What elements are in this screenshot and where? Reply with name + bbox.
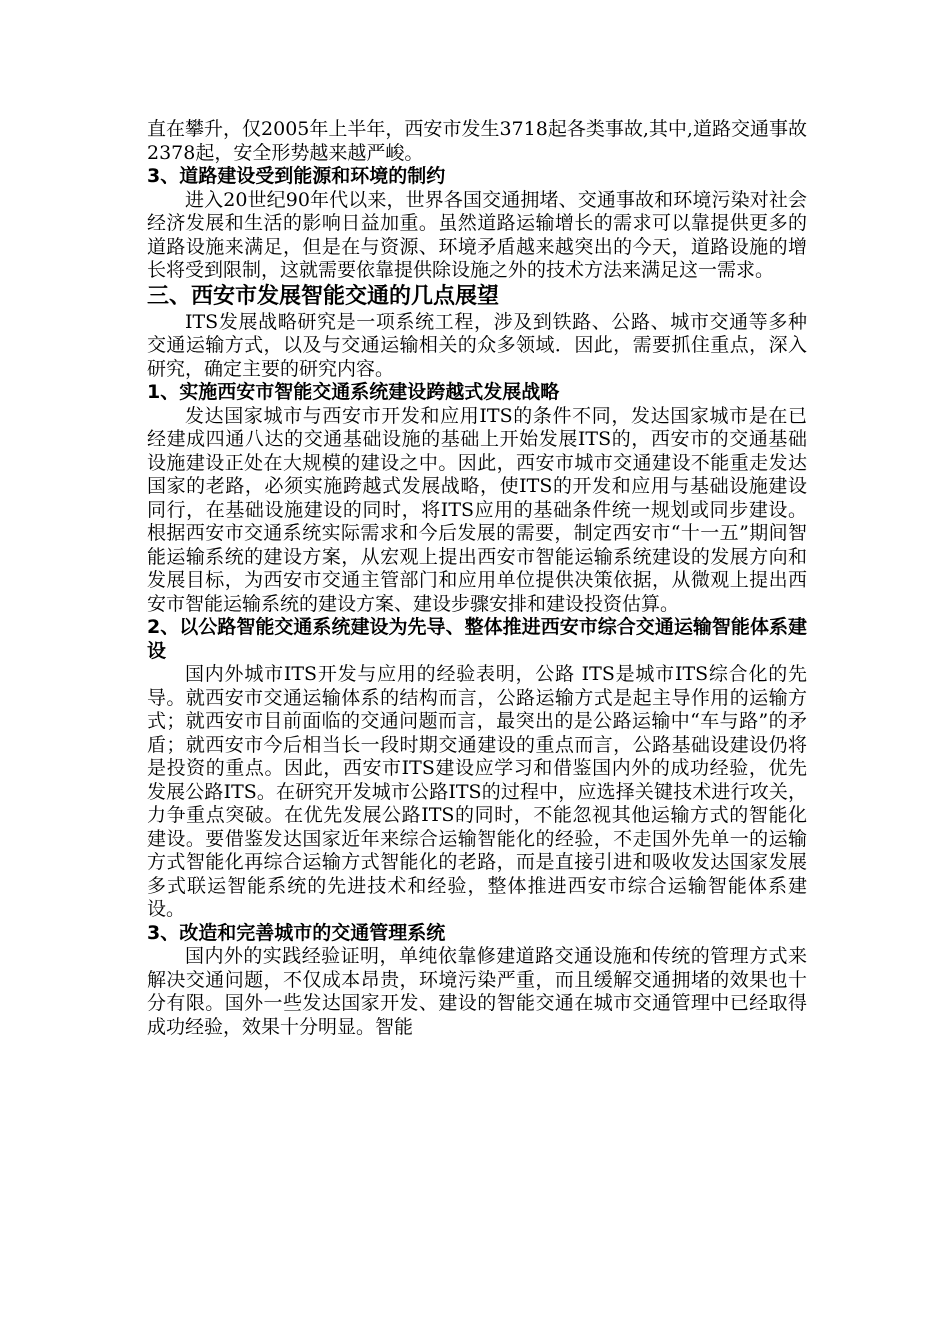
- paragraph-highway-its: 国内外城市ITS开发与应用的经验表明，公路 ITS是城市ITS综合化的先导。就西安市交通运输体系的结构而言，公路运输方式是起主导作用的运输方式；就西安市目前面临的交通问题而言，最突出的是公路运输中“车与路”的矛盾；就西安市今后相当长一段时期交通建设的重点而言，公路基础设建设仍将是投资的重点。因此，西安市ITS建设应学习和借鉴国内外的成功经验，优先发展公路ITS。在研究开发城市公路ITS的过程中，应选择关键技术进行攻关，力争重点突破。在优先发展公路ITS的同时，不能忽视其他运输方式的智能化建设。要借鉴发达国家近年来综合运输智能化的经验，不走国外先单一的运输方式智能化再综合运输方式智能化的老路，而是直接引进和吸收发达国家发展多式联运智能系统的先进技术和经验，整体推进西安市综合运输智能体系建设。: [147, 663, 807, 920]
- paragraph-traffic-management: 国内外的实践经验证明，单纯依靠修建道路交通设施和传统的管理方式来解决交通问题，不仅成本昂贵，环境污染严重，而且缓解交通拥堵的效果也十分有限。国外一些发达国家开发、建设的智能交通在城市交通管理中已经取得成功经验，效果十分明显。智能: [147, 945, 807, 1038]
- document-page: [147, 118, 807, 1039]
- paragraph-its-strategy: ITS发展战略研究是一项系统工程，涉及到铁路、公路、城市交通等多种交通运输方式，以及与交通运输相关的众多领域．因此，需要抓住重点，深入研究，确定主要的研究内容。: [147, 310, 807, 380]
- subheading-leapfrog-strategy: 1、实施西安市智能交通系统建设跨越式发展战略: [147, 381, 560, 403]
- paragraph-leapfrog-strategy: 发达国家城市与西安市开发和应用ITS的条件不同，发达国家城市是在已经建成四通八达的交通基础设施的基础上开始发展ITS的，西安市的交通基础设施建设正处在大规模的建设之中。因此，西安市城市交通建设不能重走发达国家的老路，必须实施跨越式发展战略，使ITS的开发和应用与基础设施建设同行，在基础设施建设的同时，将ITS应用的基础条件统一规划或同步建设。根据西安市交通系统实际需求和今后发展的需要，制定西安市“十一五”期间智能运输系统的建设方案，从宏观上提出西安市智能运输系统建设的发展方向和发展目标，为西安市交通主管部门和应用单位提供决策依据，从微观上提出西安市智能运输系统的建设方案、建设步骤安排和建设投资估算。: [147, 404, 807, 615]
- subheading-traffic-management: 3、改造和完善城市的交通管理系统: [147, 921, 446, 944]
- paragraph-continuation: 直在攀升，仅2005年上半年，西安市发生3718起各类事故,其中,道路交通事故2378起，安全形势越来越严峻。: [147, 118, 807, 164]
- subheading-highway-its: 2、以公路智能交通系统建设为先导、整体推进西安市综合交通运输智能体系建设: [147, 616, 807, 662]
- paragraph-energy-environment: 进入20世纪90年代以来，世界各国交通拥堵、交通事故和环境污染对社会经济发展和生活的影响日益加重。虽然道路运输增长的需求可以靠提供更多的道路设施来满足，但是在与资源、环境矛盾越来越突出的今天，道路设施的增长将受到限制，这就需要依靠提供除设施之外的技术方法来满足这一需求。: [147, 188, 807, 281]
- section-heading-outlook: 三、西安市发展智能交通的几点展望: [147, 283, 500, 309]
- subheading-energy-environment: 3、道路建设受到能源和环境的制约: [147, 165, 446, 187]
